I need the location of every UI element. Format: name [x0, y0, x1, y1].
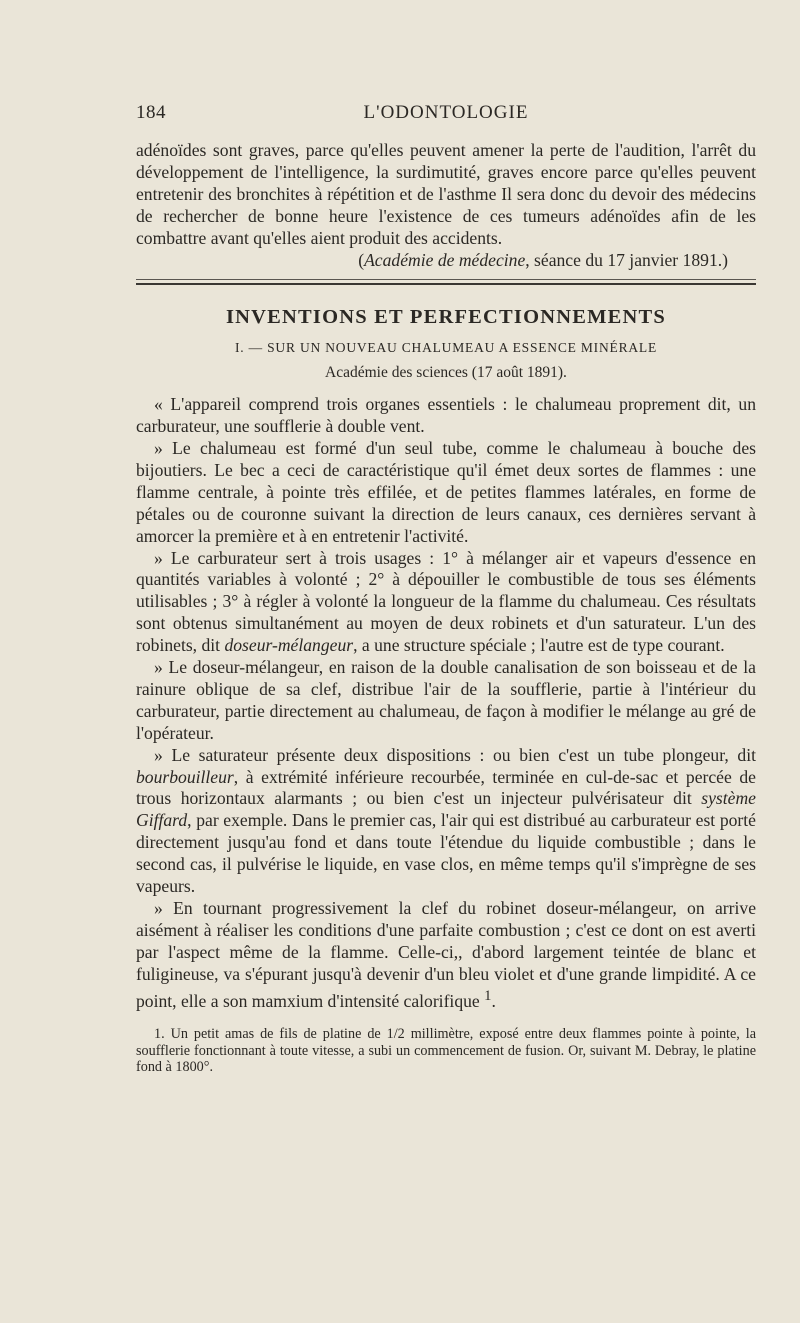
section-divider: [136, 279, 756, 285]
source-line: Académie des sciences (17 août 1891).: [325, 364, 567, 382]
paragraph-6: » En tournant progressivement la clef du robinet doseur-mélangeur, on arrive aisément à réaliser les conditions d'une parfaite combustion ; c'est ce dont on est averti par l'aspect même de la flamme. Celle-ci,, d'abord largement teintée de blanc et fuligineuse, va s'épurant jusqu'à devenir d'un bleu violet et d'une grande limpidité. A ce point, elle a son mamxium d'intensité calorifique $^1$.: [136, 898, 756, 1011]
footnote-reference[interactable]: 1: [484, 987, 492, 1004]
section-title: INVENTIONS ET PERFECTIONNEMENTS: [225, 306, 667, 329]
footnote-text: 1. Un petit amas de fils de platine de 1/2 millimètre, exposé entre deux flammes pointe à pointe, la soufflerie fonctionnant à toute vitesse, a subi un commencement de fusion. Or, suivant M. Debray, le platine fond à 1800°.: [136, 1026, 756, 1075]
term-doseur-melangeur: doseur-mélangeur: [224, 635, 354, 656]
citation-rest: , séance du 17 janvier 1891.): [525, 249, 728, 270]
page-number: 184: [136, 102, 166, 123]
book-page: [136, 100, 756, 1075]
citation: (Académie de médecine, séance du 17 janvier 1891.): [358, 249, 728, 270]
paragraph-2: » Le chalumeau est formé d'un seul tube, comme le chalumeau à bouche des bijoutiers. Le bec a ceci de caractéristique qu'il émet deux sortes de flammes : une flamme centrale, à pointe très effilée, et de petites flammes latérales, en forme de pétales ou de couronne suivant la direction de leurs canaux, ces dernières servant à amorcer la première et à en entretenir l'activité.: [136, 437, 756, 546]
paragraph-5: » Le saturateur présente deux dispositions : ou bien c'est un tube plongeur, dit bourbouilleur, à extrémité inférieure recourbée, terminée en cul-de-sac et percée de trous horizontaux alarmants ; ou bien c'est un injecteur pulvérisateur dit système Giffard, par exemple. Dans le premier cas, l'air qui est distribué au carburateur est porté directement jusqu'au fond et dans toute l'étendue du liquide combustible ; dans le second cas, il pulvérise le liquide, en vase clos, en même temps qu'il s'imprègne de ses vapeurs.: [136, 744, 756, 897]
running-title: L'ODONTOLOGIE: [363, 102, 529, 123]
footnote: [136, 1026, 756, 1075]
paragraph-4: » Le doseur-mélangeur, en raison de la double canalisation de son boisseau et de la rainure oblique de sa clef, distribue l'air de la soufflerie, partie à l'intérieur du carburateur, partie directement au chalumeau, de façon à modifier le mélange au gré de l'opérateur.: [136, 657, 756, 743]
citation-source: Académie de médecine: [364, 249, 526, 270]
article-body: [136, 394, 756, 1012]
term-bourbouilleur: bourbouilleur: [136, 766, 234, 787]
page-header: [136, 100, 756, 140]
paragraph-3: » Le carburateur sert à trois usages : 1° à mélanger air et vapeurs d'essence en quantités variables à volonté ; 2° à dépouiller le combustible de tous ses éléments utilisables ; 3° à régler à volonté la longueur de la flamme du chalumeau. Ces résultats sont obtenus simultanément au moyen de deux robinets et d'un saturateur. L'un des robinets, dit doseur-mélangeur, a une structure spéciale ; l'autre est de type courant.: [136, 547, 756, 656]
paragraph-1: « L'appareil comprend trois organes essentiels : le chalumeau proprement dit, un carburateur, une soufflerie à double vent.: [136, 394, 756, 437]
term-systeme-giffard: système Giffard: [136, 788, 756, 831]
subsection-title: I. — SUR UN NOUVEAU CHALUMEAU A ESSENCE MINÉRALE: [234, 340, 658, 356]
intro-paragraph: adénoïdes sont graves, parce qu'elles peuvent amener la perte de l'audition, l'arrêt du développement de l'intelligence, la surdimutité, graves encore parce qu'elles peuvent entretenir des bronchites à répétition et de l'asthme Il sera donc du devoir des médecins de rechercher de bonne heure l'existence de ces tumeurs adénoïdes afin de les combattre avant qu'elles aient produit des accidents.: [136, 140, 756, 248]
